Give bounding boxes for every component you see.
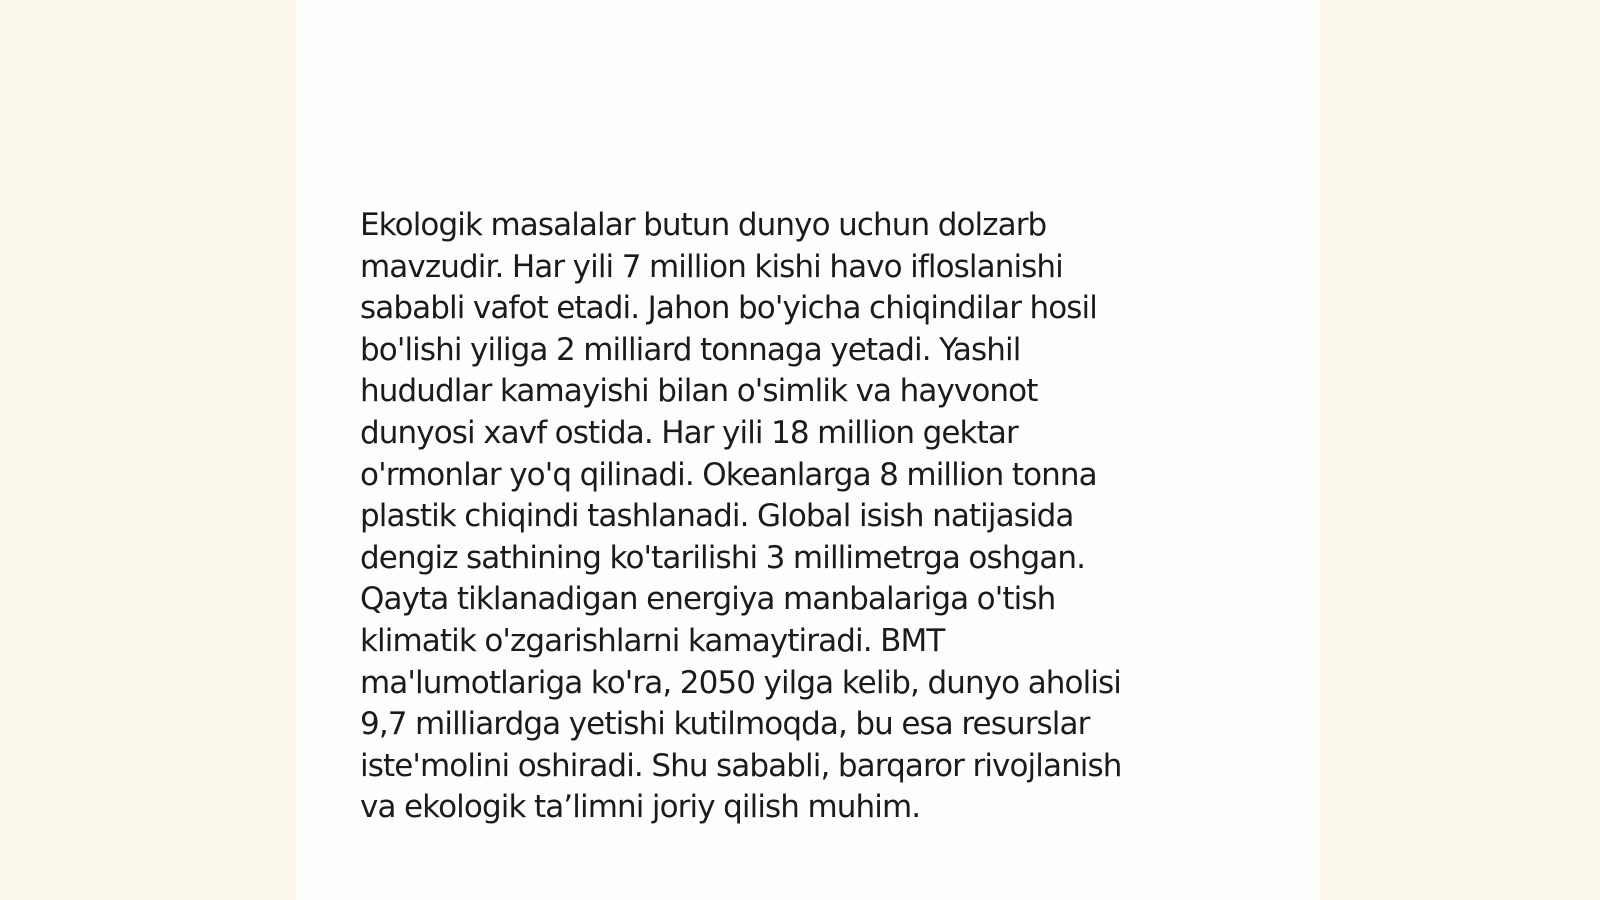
paragraph-line: plastik chiqindi tashlanadi. Global isish natijasida [360, 498, 1074, 535]
paragraph-line: hududlar kamayishi bilan o'simlik va hayvonot [360, 373, 1038, 410]
paragraph-line: iste'molini oshiradi. Shu sababli, barqaror rivojlanish [360, 747, 1122, 784]
paragraph-line: Qayta tiklanadigan energiya manbalariga o'tish [360, 581, 1056, 618]
paragraph-line: dengiz sathining ko'tarilishi 3 millimetrga oshgan. [360, 539, 1086, 576]
paragraph-line: va ekologik ta’limni joriy qilish muhim. [360, 789, 921, 826]
document-page [296, 0, 1320, 900]
paragraph-line: mavzudir. Har yili 7 million kishi havo ifloslanishi [360, 248, 1063, 285]
paragraph-line: ma'lumotlariga ko'ra, 2050 yilga kelib, dunyo aholisi [360, 664, 1121, 701]
body-paragraph [360, 205, 1220, 829]
paragraph-line: Ekologik masalalar butun dunyo uchun dolzarb [360, 207, 1047, 243]
paragraph-line: o'rmonlar yo'q qilinadi. Okeanlarga 8 million tonna [360, 456, 1097, 493]
paragraph-line: klimatik o'zgarishlarni kamaytiradi. BMT [360, 622, 945, 659]
paragraph-line: dunyosi xavf ostida. Har yili 18 million gektar [360, 414, 1018, 451]
paragraph-line: bo'lishi yiliga 2 milliard tonnaga yetadi. Yashil [360, 331, 1021, 368]
paragraph-line: 9,7 milliardga yetishi kutilmoqda, bu esa resurslar [360, 706, 1090, 743]
paragraph-line: sababli vafot etadi. Jahon bo'yicha chiqindilar hosil [360, 290, 1097, 327]
